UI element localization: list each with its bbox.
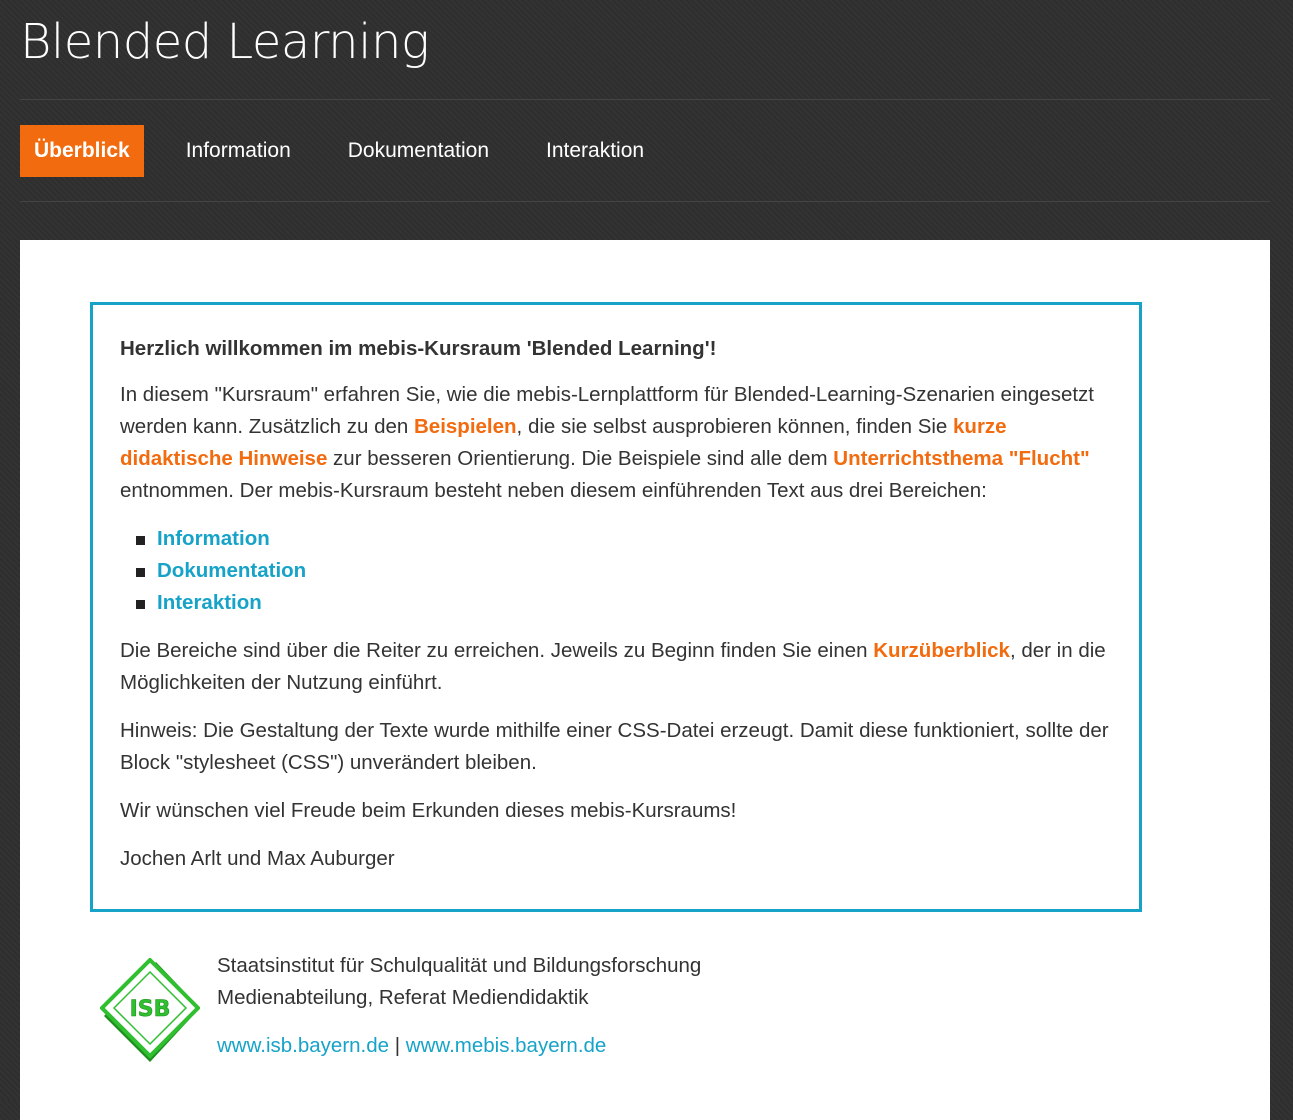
welcome-heading: Herzlich willkommen im mebis-Kursraum 'Blended Learning'! [120,337,717,360]
hint-paragraph: Hinweis: Die Gestaltung der Texte wurde mithilfe einer CSS-Datei erzeugt. Damit diese funktioniert, sollte der Block "stylesheet (CSS") unverändert bleiben. [120,719,1109,774]
intro-text-4: entnommen. Der mebis-Kursraum besteht neben diesem einführenden Text aus drei Bereichen: [120,479,987,502]
header-divider [20,99,1270,100]
tab-interaktion[interactable]: Interaktion [546,139,645,162]
institution-footer [100,950,800,1080]
section-link-list [120,523,1112,619]
mebis-website-link[interactable]: www.mebis.bayern.de [405,1034,607,1057]
highlight-beispielen: Beispielen [414,415,517,438]
link-dokumentation[interactable]: Dokumentation [157,559,307,582]
tab-dokumentation[interactable]: Dokumentation [347,139,490,162]
wish-paragraph: Wir wünschen viel Freude beim Erkunden dieses mebis-Kursraums! [120,799,737,822]
intro-text-3: zur besseren Orientierung. Die Beispiele sind alle dem [327,447,834,470]
department-name: Medienabteilung, Referat Mediendidaktik [217,986,589,1009]
intro-text-1: In diesem "Kursraum" erfahren Sie, wie die mebis-Lernplattform für Blended-Learning-Szenarien eingesetzt werden kann. Zusätzlich zu den [120,383,1094,438]
intro-paragraph [120,379,1112,507]
tabs-divider [20,201,1270,202]
footer-text [217,950,701,1062]
intro-text-2: , die sie selbst ausprobieren können, finden Sie [516,415,954,438]
page-title: Blended Learning [20,14,430,70]
link-separator: | [389,1034,406,1057]
footer-links [217,1030,701,1062]
main-content [20,240,1270,1120]
tab-information[interactable]: Information [185,139,291,162]
isb-website-link[interactable]: www.isb.bayern.de [217,1034,390,1057]
highlight-hinweise: kurze didaktische Hinweise [120,415,1007,470]
link-interaktion[interactable]: Interaktion [157,591,262,614]
highlight-unterrichtsthema: Unterrichtsthema "Flucht" [833,447,1090,470]
institution-name: Staatsinstitut für Schulqualität und Bildungsforschung [217,954,702,977]
list-item [136,523,1112,555]
tab-ueberblick[interactable]: Überblick [20,125,144,177]
sections-text-2: , der in die Möglichkeiten der Nutzung einführt. [120,639,1106,694]
sections-text-1: Die Bereiche sind über die Reiter zu erreichen. Jeweils zu Beginn finden Sie einen [120,639,874,662]
list-item [136,555,1112,587]
link-information[interactable]: Information [157,527,270,550]
authors-paragraph: Jochen Arlt und Max Auburger [120,847,395,870]
list-item [136,587,1112,619]
welcome-box [90,302,1142,912]
sections-paragraph [120,635,1112,699]
isb-logo-text: ISB [129,997,171,1022]
highlight-kurzueberblick: Kurzüberblick [873,639,1010,662]
tab-bar [20,125,686,177]
isb-logo-icon [100,958,200,1070]
